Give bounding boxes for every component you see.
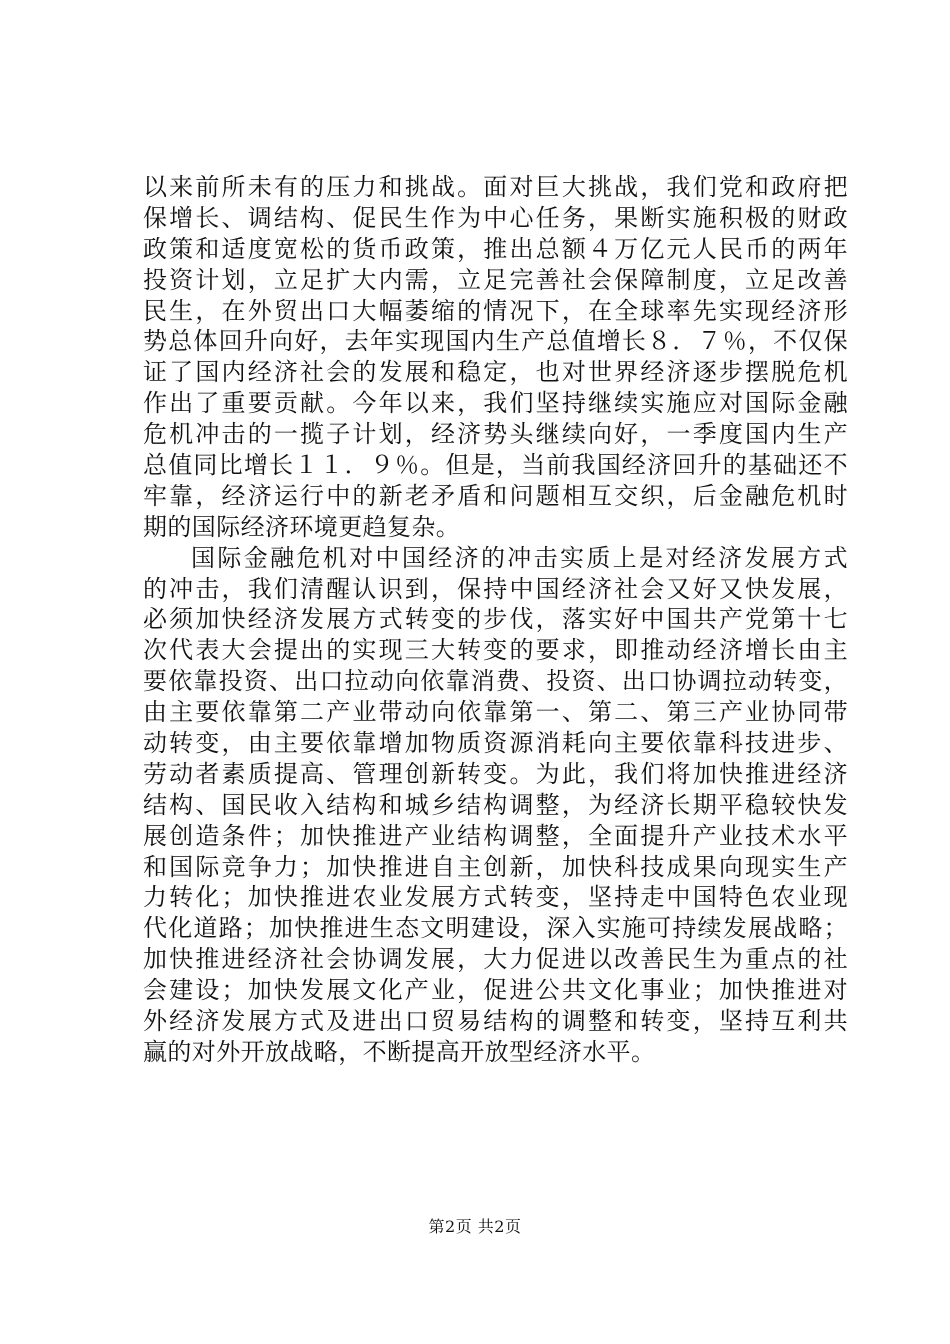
text-line: 危机冲击的一揽子计划，经济势头继续向好，一季度国内生产: [143, 420, 848, 449]
text-line: 势总体回升向好，去年实现国内生产总值增长８．７％，不仅保: [143, 327, 848, 356]
text-line: 必须加快经济发展方式转变的步伐，落实好中国共产党第十七: [143, 605, 848, 634]
paragraph: [143, 543, 848, 1068]
page-footer: 第2页 共2页: [428, 1217, 522, 1236]
text-line: 证了国内经济社会的发展和稳定，也对世界经济逐步摆脱危机: [143, 358, 848, 387]
text-line: 以来前所未有的压力和挑战。面对巨大挑战，我们党和政府把: [143, 173, 848, 201]
text-line: 赢的对外开放战略，不断提高开放型经济水平。: [143, 1037, 656, 1066]
text-line: 和国际竞争力；加快推进自主创新，加快科技成果向现实生产: [143, 852, 848, 881]
text-line: 政策和适度宽松的货币政策，推出总额４万亿元人民币的两年: [143, 234, 848, 263]
text-line: 投资计划，立足扩大内需，立足完善社会保障制度，立足改善: [143, 265, 848, 294]
paragraph: [143, 172, 848, 543]
text-line: 牢靠，经济运行中的新老矛盾和问题相互交织，后金融危机时: [143, 481, 848, 510]
text-line: 动转变，由主要依靠增加物质资源消耗向主要依靠科技进步、: [143, 729, 848, 758]
text-line: 期的国际经济环境更趋复杂。: [143, 512, 461, 541]
text-line: 展创造条件；加快推进产业结构调整，全面提升产业技术水平: [143, 821, 848, 850]
text-line: 力转化；加快推进农业发展方式转变，坚持走中国特色农业现: [143, 883, 848, 912]
text-line: 要依靠投资、出口拉动向依靠消费、投资、出口协调拉动转变，: [143, 667, 848, 696]
text-line: 民生，在外贸出口大幅萎缩的情况下，在全球率先实现经济形: [143, 296, 848, 325]
text-line: 总值同比增长１１．９％。但是，当前我国经济回升的基础还不: [143, 451, 848, 480]
text-line: 保增长、调结构、促民生作为中心任务，果断实施积极的财政: [143, 203, 848, 232]
text-line: 由主要依靠第二产业带动向依靠第一、第二、第三产业协同带: [143, 698, 848, 727]
text-line: 劳动者素质提高、管理创新转变。为此，我们将加快推进经济: [143, 759, 848, 788]
text-line: 外经济发展方式及进出口贸易结构的调整和转变，坚持互利共: [143, 1007, 848, 1036]
document-body: [143, 172, 848, 1068]
text-line: 会建设；加快发展文化产业，促进公共文化事业；加快推进对: [143, 976, 848, 1005]
text-line: 加快推进经济社会协调发展，大力促进以改善民生为重点的社: [143, 945, 848, 974]
text-line: 国际金融危机对中国经济的冲击实质上是对经济发展方式: [191, 543, 848, 572]
text-line: 作出了重要贡献。今年以来，我们坚持继续实施应对国际金融: [143, 389, 848, 418]
text-line: 次代表大会提出的实现三大转变的要求，即推动经济增长由主: [143, 636, 848, 665]
text-line: 代化道路；加快推进生态文明建设，深入实施可持续发展战略；: [143, 914, 848, 943]
text-line: 的冲击，我们清醒认识到，保持中国经济社会又好又快发展，: [143, 574, 848, 603]
text-line: 结构、国民收入结构和城乡结构调整，为经济长期平稳较快发: [143, 790, 848, 819]
